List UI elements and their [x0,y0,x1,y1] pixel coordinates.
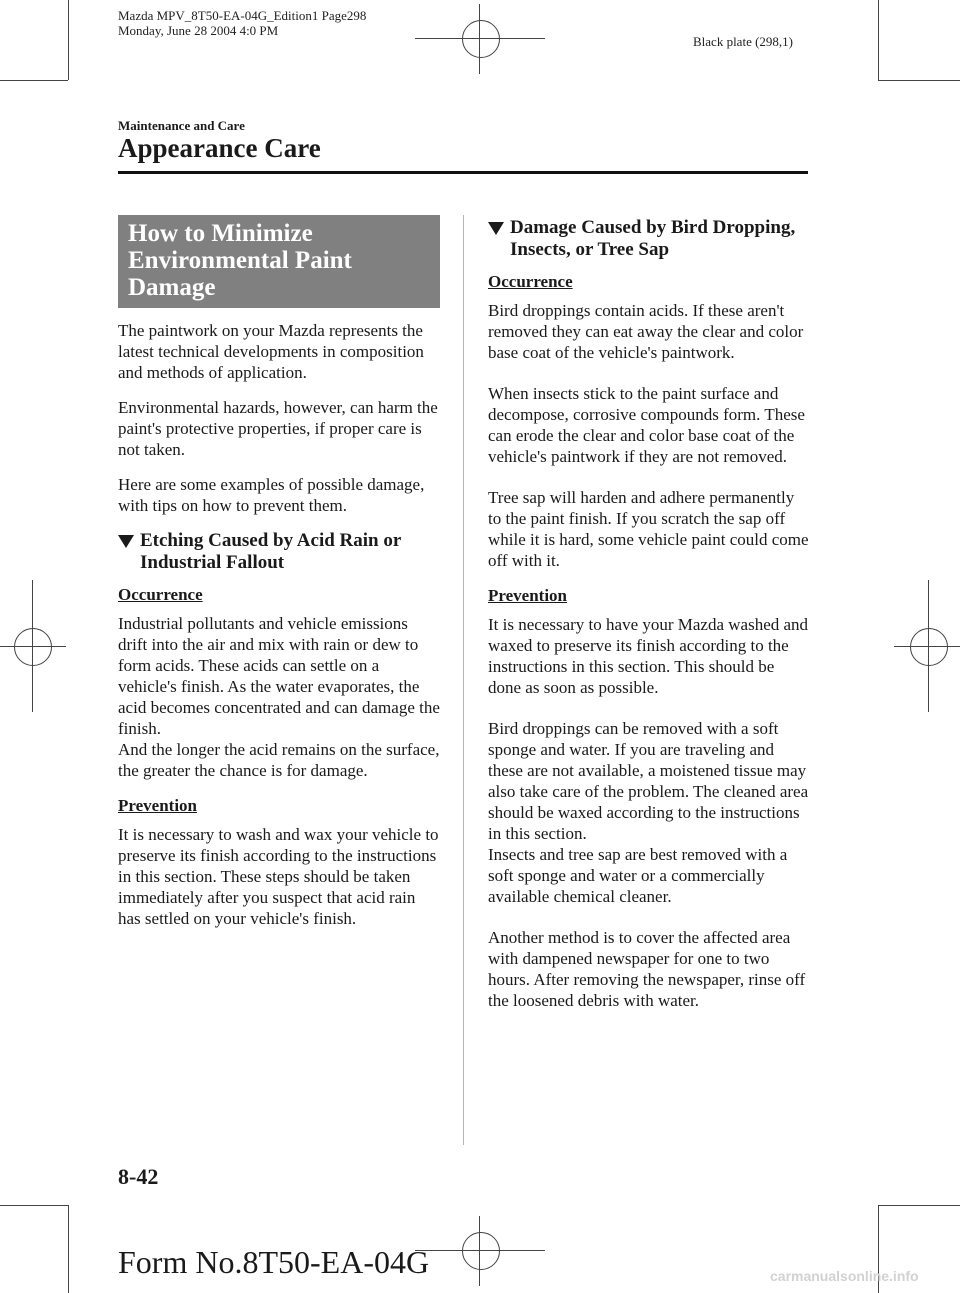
prevention-label: Prevention [488,586,568,605]
occurrence-text: Industrial pollutants and vehicle emissions drift into the air and mix with rain or dew to form acids. These acids can settle on a vehicle's finish. As the water evaporates, the acid becomes concentrated and can damage the finish. [118,614,440,738]
form-number: Form No.8T50-EA-04G [118,1244,430,1280]
watermark: carmanualsonline.info [770,1268,919,1284]
prevention-paragraph: Bird droppings can be removed with a soft sponge and water. If you are traveling and these are not available, a moistened tissue may also take care of the problem. The cleaned area should be waxed according to the instructions in this section. [488,719,809,843]
plate-label: Black plate (298,1) [693,34,793,49]
intro-paragraph: The paintwork on your Mazda represents the latest technical developments in composition and methods of application. [118,321,424,382]
print-date-line: Monday, June 28 2004 4:0 PM [118,23,279,38]
page-number: 8-42 [118,1164,159,1189]
triangle-bullet-icon [118,535,134,548]
left-column [118,215,440,943]
prevention-label: Prevention [118,796,198,815]
title-rule [118,171,808,174]
prevention-paragraph: Insects and tree sap are best removed with a soft sponge and water or a commercially available chemical cleaner. [488,845,788,906]
intro-paragraph: Here are some examples of possible damage, with tips on how to prevent them. [118,475,425,515]
occurrence-paragraph: Bird droppings contain acids. If these aren't removed they can eat away the clear and color base coat of the vehicle's paintwork. [488,301,804,362]
column-divider [463,215,464,1145]
main-heading: How to Minimize Environmental Paint Damage [118,215,440,308]
etching-heading-text: Etching Caused by Acid Rain or Industrial Fallout [140,530,401,573]
right-column [488,213,810,1025]
damage-heading [488,217,810,261]
section-label: Maintenance and Care [118,118,245,133]
prevention-paragraph: It is necessary to have your Mazda washed and waxed to preserve its finish according to the instructions in this section. This should be done as soon as possible. [488,615,809,697]
occurrence-label: Occurrence [488,272,573,291]
intro-paragraph: Environmental hazards, however, can harm the paint's protective properties, if proper care is not taken. [118,398,438,459]
prevention-paragraph: Another method is to cover the affected area with dampened newspaper for one to two hours. After removing the newspaper, rinse off the loosened debris with water. [488,928,806,1010]
occurrence-label: Occurrence [118,585,203,604]
occurrence-paragraph: When insects stick to the paint surface and decompose, corrosive compounds form. These can erode the clear and color base coat of the vehicle's paintwork if they are not removed. [488,384,805,466]
occurrence-paragraph: Tree sap will harden and adhere permanently to the paint finish. If you scratch the sap off while it is hard, some vehicle paint could come off with it. [488,488,809,570]
damage-heading-text: Damage Caused by Bird Dropping, Insects, or Tree Sap [510,217,796,260]
etching-heading [118,530,440,574]
triangle-bullet-icon [488,222,504,235]
page-title: Appearance Care [118,133,321,163]
print-file-line: Mazda MPV_8T50-EA-04G_Edition1 Page298 [118,8,367,23]
prevention-text: It is necessary to wash and wax your vehicle to preserve its finish according to the instructions in this section. These steps should be taken immediately after you suspect that acid rain has settled on your vehicle's finish. [118,825,439,928]
occurrence-text: And the longer the acid remains on the surface, the greater the chance is for damage. [118,740,440,780]
